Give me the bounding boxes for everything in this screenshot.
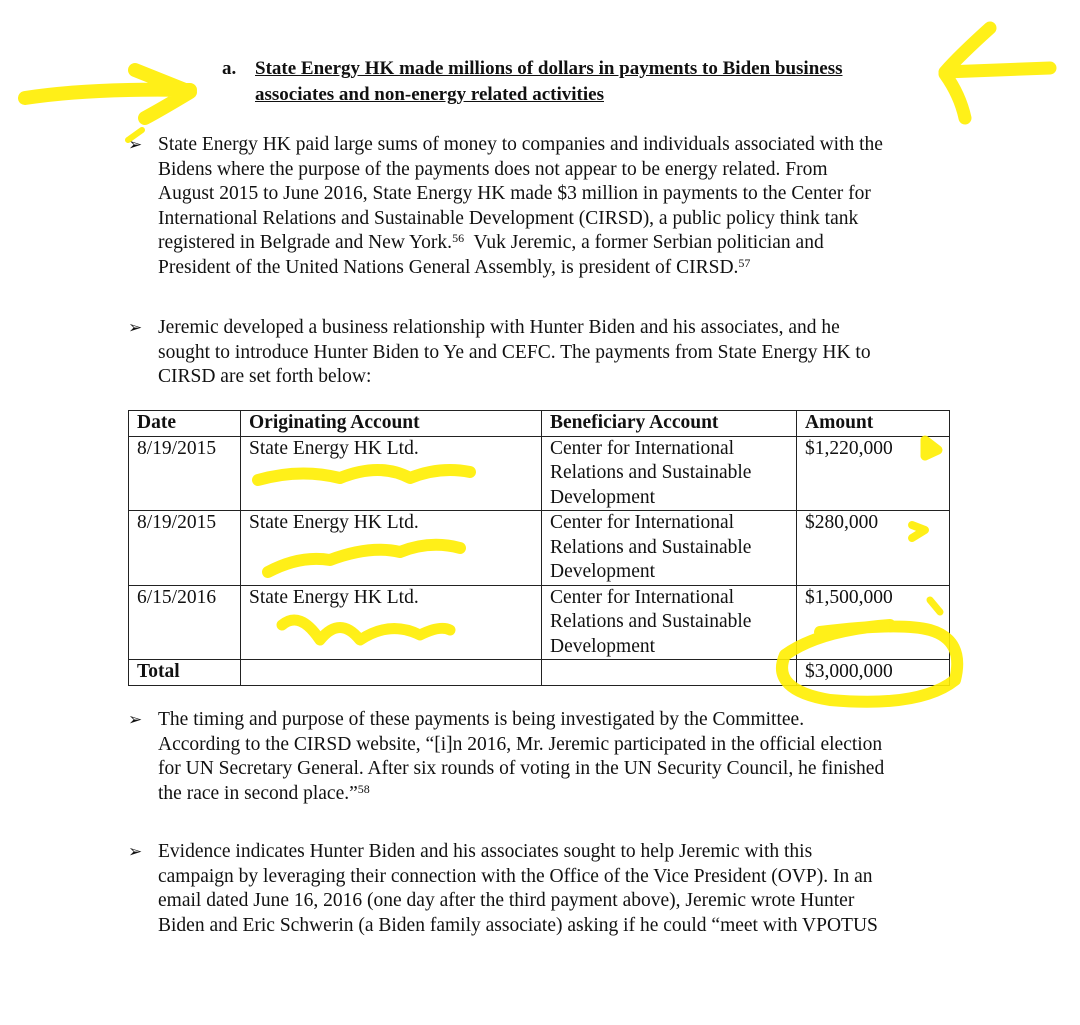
text-line: August 2015 to June 2016, State Energy HK made $3 million in payments to the Center for xyxy=(158,183,871,204)
left-arrow-mark xyxy=(25,70,190,118)
heading-line: associates and non-energy related activities xyxy=(255,84,604,105)
text-line xyxy=(158,256,883,281)
bullet-icon: ➢ xyxy=(128,710,143,729)
heading-line: State Energy HK made millions of dollars in payments to Biden business xyxy=(255,58,843,79)
cell-date: 6/15/2016 xyxy=(129,585,241,660)
col-header-beneficiary: Beneficiary Account xyxy=(542,411,797,437)
text: registered in Belgrade and New York. xyxy=(158,232,453,253)
text-line: campaign by leveraging their connection with the Office of the Vice President (OVP). In an xyxy=(158,865,873,887)
cell-amount: $280,000 xyxy=(797,511,950,586)
text-line: The timing and purpose of these payments is being investigated by the Committee. xyxy=(158,709,805,730)
footnote-ref: 57 xyxy=(738,255,751,270)
empty-cell xyxy=(241,660,542,686)
footnote-ref: 58 xyxy=(357,781,370,796)
cell-beneficiary: Center for International Relations and Sustainable Development xyxy=(542,511,797,586)
bullet-icon: ➢ xyxy=(128,318,143,337)
text-line: Jeremic developed a business relationship with Hunter Biden and his associates, and he xyxy=(158,317,840,338)
text-line: International Relations and Sustainable Development (CIRSD), a public policy think tank xyxy=(158,207,859,229)
table-header-row xyxy=(129,411,950,437)
table-row xyxy=(129,511,950,586)
table-row xyxy=(129,585,950,660)
cell-beneficiary: Center for International Relations and Sustainable Development xyxy=(542,585,797,660)
text-line: Biden and Eric Schwerin (a Biden family associate) asking if he could “meet with VPOTUS xyxy=(158,914,878,936)
total-label: Total xyxy=(129,660,241,686)
cell-originating: State Energy HK Ltd. xyxy=(241,511,542,586)
cell-beneficiary: Center for International Relations and Sustainable Development xyxy=(542,436,797,511)
text-line: State Energy HK paid large sums of money to companies and individuals associated with the xyxy=(158,134,883,155)
text: Vuk Jeremic, a former Serbian politician and xyxy=(464,232,824,253)
payments-table xyxy=(128,410,950,686)
cell-date: 8/19/2015 xyxy=(129,511,241,586)
paragraph-1 xyxy=(158,133,883,280)
col-header-amount: Amount xyxy=(797,411,950,437)
empty-cell xyxy=(542,660,797,686)
paragraph-2 xyxy=(158,316,871,390)
text-line: for UN Secretary General. After six rounds of voting in the UN Security Council, he finished xyxy=(158,758,885,779)
text-line: email dated June 16, 2016 (one day after the third payment above), Jeremic wrote Hunter xyxy=(158,890,855,911)
col-header-date: Date xyxy=(129,411,241,437)
text-line: sought to introduce Hunter Biden to Ye and CEFC. The payments from State Energy HK to xyxy=(158,341,871,363)
total-amount: $3,000,000 xyxy=(797,660,950,686)
cell-date: 8/19/2015 xyxy=(129,436,241,511)
footnote-ref: 56 xyxy=(452,231,465,245)
cell-amount: $1,220,000 xyxy=(797,436,950,511)
table-row xyxy=(129,436,950,511)
text: the race in second place.” xyxy=(158,782,358,804)
text-line: According to the CIRSD website, “[i]n 2016, Mr. Jeremic participated in the official election xyxy=(158,733,883,755)
bullet-icon: ➢ xyxy=(128,135,143,154)
text-line: CIRSD are set forth below: xyxy=(158,366,372,387)
paragraph-4 xyxy=(158,840,878,938)
bullet-icon: ➢ xyxy=(128,842,143,861)
text: President of the United Nations General Assembly, is president of CIRSD. xyxy=(158,256,739,278)
text-line: Bidens where the purpose of the payments does not appear to be energy related. From xyxy=(158,158,828,180)
cell-amount: $1,500,000 xyxy=(797,585,950,660)
text-line: Evidence indicates Hunter Biden and his associates sought to help Jeremic with this xyxy=(158,841,813,862)
text-line xyxy=(158,231,883,256)
heading-label: a. xyxy=(222,58,237,79)
paragraph-3 xyxy=(158,708,884,806)
cell-originating: State Energy HK Ltd. xyxy=(241,585,542,660)
table-total-row xyxy=(129,660,950,686)
right-arrow-mark xyxy=(945,28,1050,118)
text-line xyxy=(158,782,884,807)
col-header-originating: Originating Account xyxy=(241,411,542,437)
cell-originating: State Energy HK Ltd. xyxy=(241,436,542,511)
